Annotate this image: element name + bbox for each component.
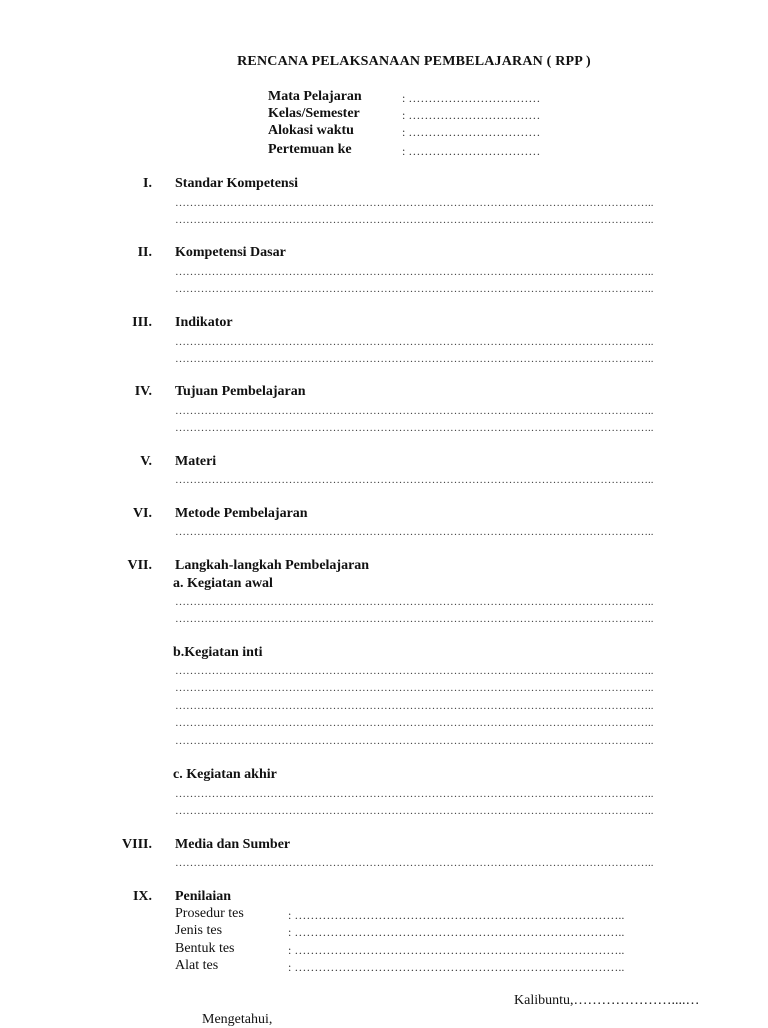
section-number-8: VIII. <box>122 837 152 852</box>
section-title-tujuan-pembelajaran: Tujuan Pembelajaran <box>175 384 306 399</box>
dotted-line: ………………………………………………………………………………………………………………….. <box>175 283 654 295</box>
info-value-mata-pelajaran: : …………………………… <box>402 91 541 105</box>
section-number-3: III. <box>132 315 152 330</box>
section-title-materi: Materi <box>175 454 217 469</box>
section-number-9: IX. <box>132 889 152 904</box>
dotted-line: ………………………………………………………………………………………………………………….. <box>175 197 654 209</box>
dotted-line: ………………………………………………………………………………………………………………….. <box>175 735 654 747</box>
dotted-line: ………………………………………………………………………………………………………………….. <box>175 266 654 278</box>
section-number-1: I. <box>143 176 152 191</box>
penilaian-label-bentuk-tes: Bentuk tes <box>175 941 235 956</box>
section-number-5: V. <box>140 454 152 469</box>
info-value-kelas-semester: : …………………………… <box>402 108 541 122</box>
section-title-penilaian: Penilaian <box>175 889 232 904</box>
mengetahui-label: Mengetahui, <box>202 1012 273 1027</box>
dotted-line: ………………………………………………………………………………………………………………….. <box>175 700 654 712</box>
dotted-line: ………………………………………………………………………………………………………………….. <box>175 336 654 348</box>
penilaian-label-jenis-tes: Jenis tes <box>175 923 223 938</box>
penilaian-value-jenis-tes: : ……………………………………………………………………….. <box>288 925 625 939</box>
info-value-pertemuan-ke: : …………………………… <box>402 144 541 158</box>
info-label-mata-pelajaran: Mata Pelajaran <box>268 89 362 104</box>
section-title-indikator: Indikator <box>175 315 233 330</box>
penilaian-value-prosedur-tes: : ……………………………………………………………………….. <box>288 908 625 922</box>
dotted-line: ………………………………………………………………………………………………………………….. <box>175 526 654 538</box>
dotted-line: ………………………………………………………………………………………………………………….. <box>175 405 654 417</box>
penilaian-value-bentuk-tes: : ……………………………………………………………………….. <box>288 943 625 957</box>
section-number-7: VII. <box>127 558 152 573</box>
penilaian-label-prosedur-tes: Prosedur tes <box>175 906 244 921</box>
section-number-4: IV. <box>134 384 152 399</box>
dotted-line: ………………………………………………………………………………………………………………….. <box>175 682 654 694</box>
info-label-kelas-semester: Kelas/Semester <box>268 106 360 121</box>
section-title-media-dan-sumber: Media dan Sumber <box>175 837 291 852</box>
dotted-line: ………………………………………………………………………………………………………………….. <box>175 665 654 677</box>
info-label-pertemuan-ke: Pertemuan ke <box>268 142 352 157</box>
document-title: RENCANA PELAKSANAAN PEMBELAJARAN ( RPP ) <box>237 54 591 69</box>
info-label-alokasi-waktu: Alokasi waktu <box>268 123 354 138</box>
dotted-line: ………………………………………………………………………………………………………………….. <box>175 474 654 486</box>
kegiatan-inti-label: b.Kegiatan inti <box>173 645 263 660</box>
kegiatan-akhir-label: c. Kegiatan akhir <box>173 767 277 782</box>
dotted-line: ………………………………………………………………………………………………………………….. <box>175 353 654 365</box>
kegiatan-awal-label: a. Kegiatan awal <box>173 576 273 591</box>
penilaian-value-alat-tes: : ……………………………………………………………………….. <box>288 960 625 974</box>
dotted-line: ………………………………………………………………………………………………………………….. <box>175 214 654 226</box>
dotted-line: ………………………………………………………………………………………………………………….. <box>175 613 654 625</box>
info-value-alokasi-waktu: : …………………………… <box>402 125 541 139</box>
dotted-line: ………………………………………………………………………………………………………………….. <box>175 422 654 434</box>
dotted-line: ………………………………………………………………………………………………………………….. <box>175 596 654 608</box>
dotted-line: ………………………………………………………………………………………………………………….. <box>175 805 654 817</box>
dotted-line: ………………………………………………………………………………………………………………….. <box>175 788 654 800</box>
section-title-langkah-pembelajaran: Langkah-langkah Pembelajaran <box>175 558 370 573</box>
section-number-6: VI. <box>132 506 152 521</box>
dotted-line: ………………………………………………………………………………………………………………….. <box>175 857 654 869</box>
section-title-kompetensi-dasar: Kompetensi Dasar <box>175 245 286 260</box>
dotted-line: ………………………………………………………………………………………………………………….. <box>175 717 654 729</box>
section-title-metode-pembelajaran: Metode Pembelajaran <box>175 506 308 521</box>
section-title-standar-kompetensi: Standar Kompetensi <box>175 176 299 191</box>
section-number-2: II. <box>137 245 152 260</box>
penilaian-label-alat-tes: Alat tes <box>175 958 219 973</box>
place-date: Kalibuntu,…………………....… <box>514 993 700 1008</box>
